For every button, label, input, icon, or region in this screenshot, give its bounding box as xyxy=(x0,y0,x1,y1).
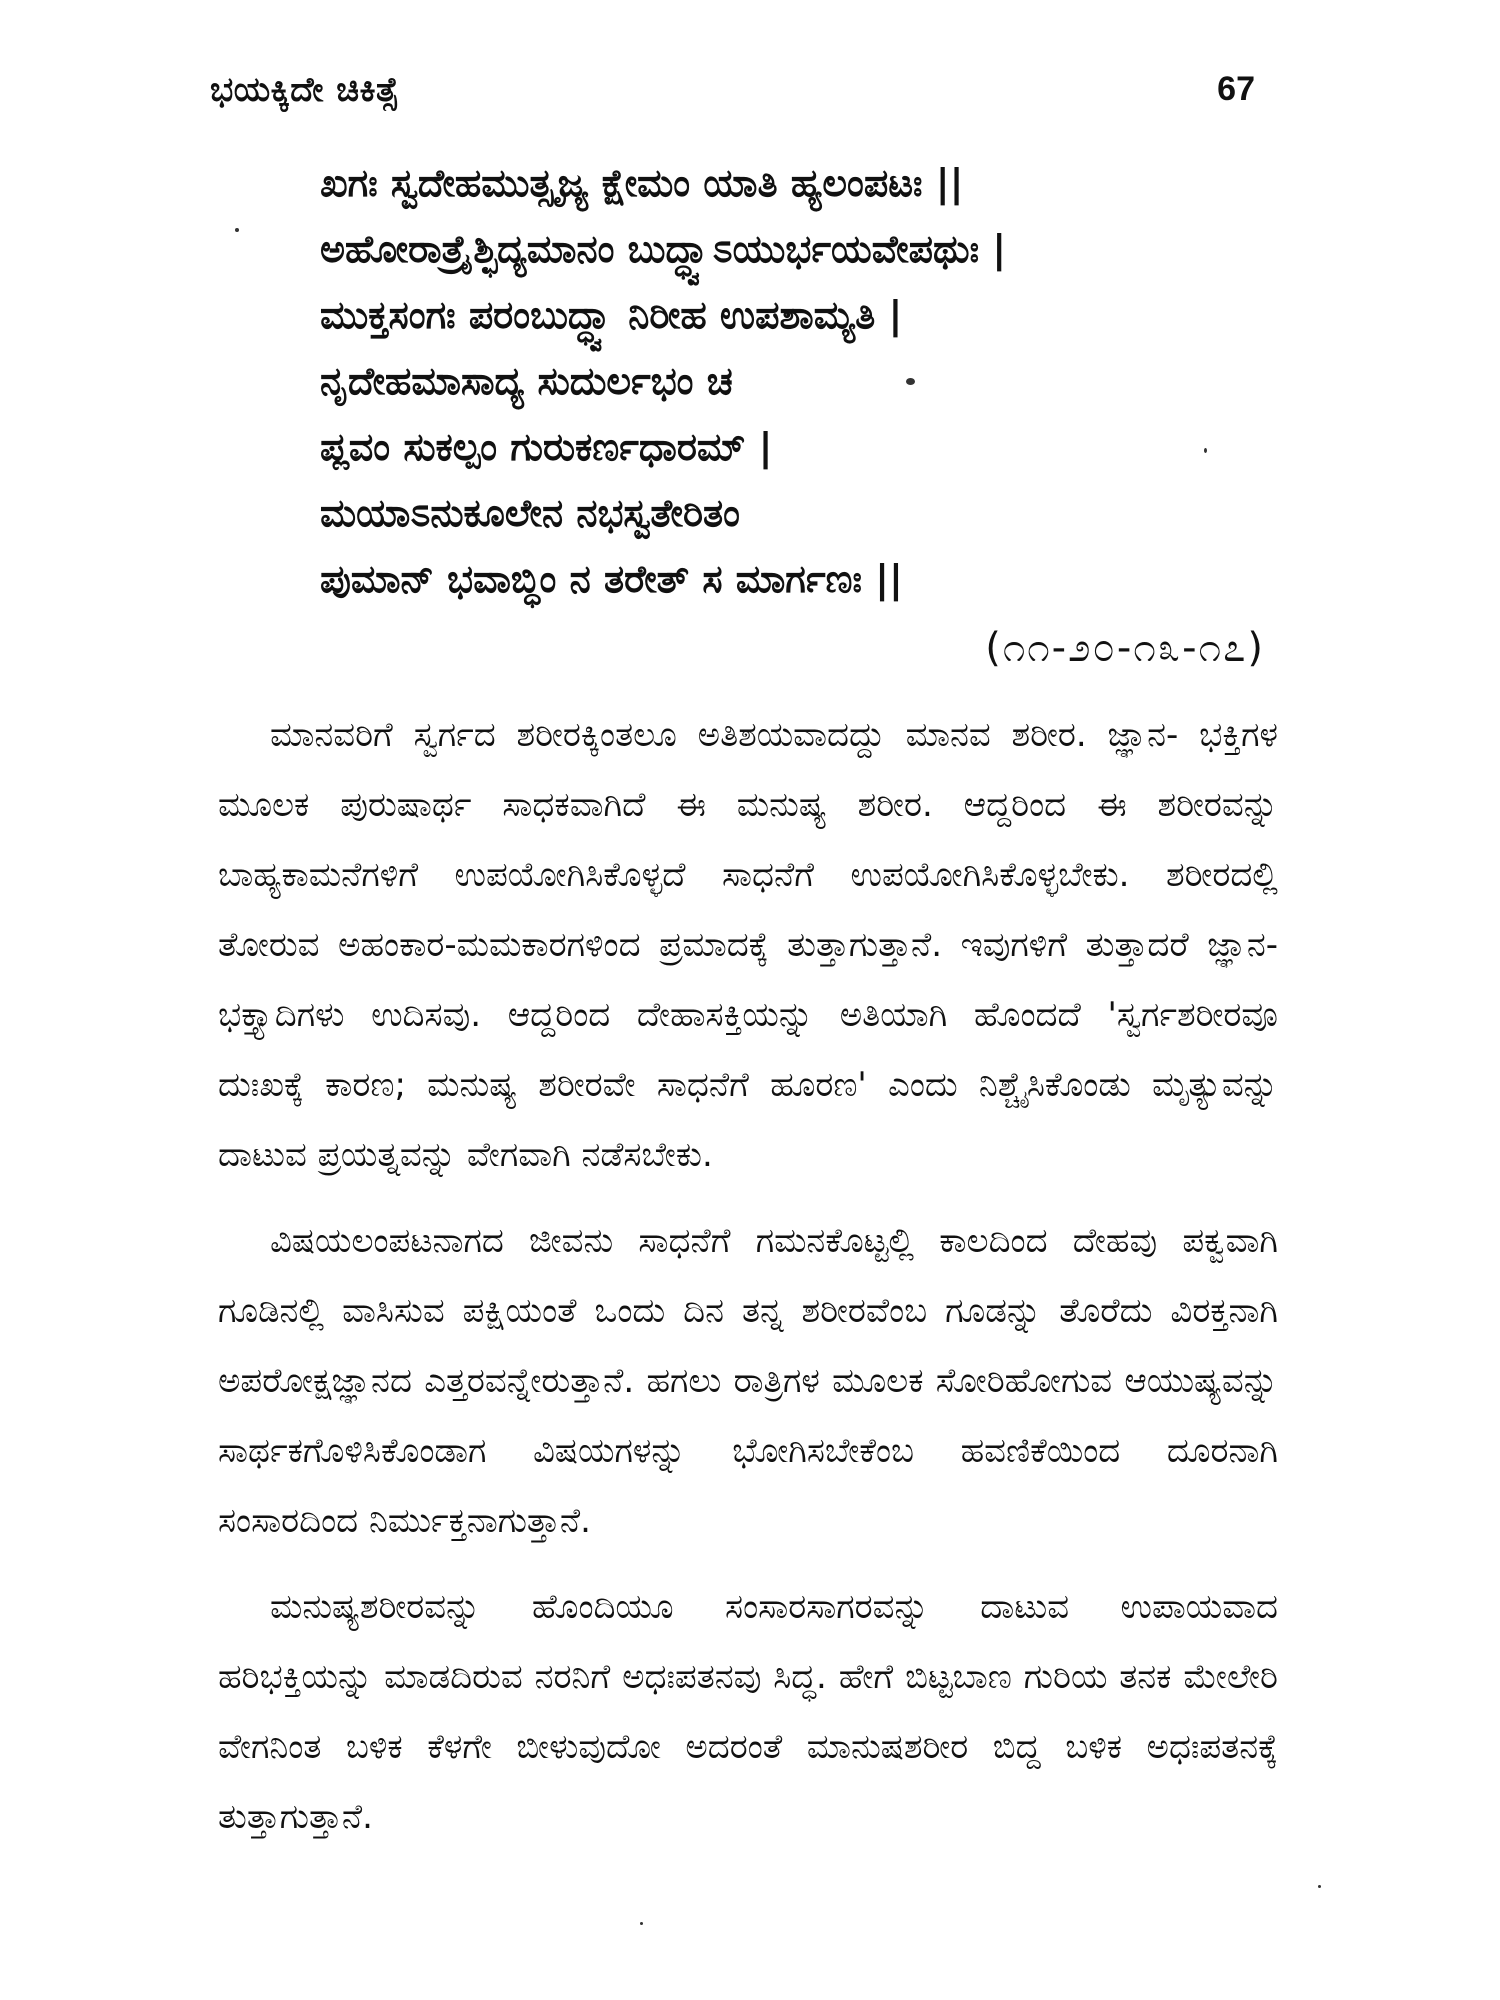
page-number: 67 xyxy=(1217,70,1255,108)
ink-speck xyxy=(1204,448,1207,453)
verse-line: ಪುಮಾನ್ ಭವಾಬ್ಧಿಂ ನ ತರೇತ್ ಸ ಮಾರ್ಗಣಃ || xyxy=(320,557,903,601)
ink-speck xyxy=(1318,1885,1321,1888)
ink-speck xyxy=(235,228,239,232)
body-text xyxy=(218,700,1278,1868)
verse-line: ಮಯಾಽನುಕೂಲೇನ ನಭಸ್ವತೇರಿತಂ xyxy=(320,491,741,535)
paragraph: ಮನುಷ್ಯಶರೀರವನ್ನು ಹೊಂದಿಯೂ ಸಂಸಾರಸಾಗರವನ್ನು ದಾಟುವ ಉಪಾಯವಾದ ಹರಿಭಕ್ತಿಯನ್ನು ಮಾಡದಿರುವ ನರನಿಗೆ ಅಧಃಪತನವು ಸಿದ್ಧ. ಹೇಗೆ ಬಿಟ್ಟಬಾಣ ಗುರಿಯ ತನಕ ಮೇಲೇರಿ ವೇಗನಿಂತ ಬಳಿಕ ಕೆಳಗೇ ಬೀಳುವುದೋ ಅದರಂತೆ ಮಾನುಷಶರೀರ ಬಿದ್ದ ಬಳಿಕ ಅಧಃಪತನಕ್ಕೆ ತುತ್ತಾಗುತ್ತಾನೆ. xyxy=(218,1587,1278,1837)
verse-line: ಖಗಃ ಸ್ವದೇಹಮುತ್ಸೃಜ್ಯ ಕ್ಷೇಮಂ ಯಾತಿ ಹ್ಯಲಂಪಟಃ || xyxy=(320,161,964,205)
running-title: ಭಯಕ್ಕಿದೇ ಚಿಕಿತ್ಸೆ xyxy=(210,70,400,110)
ink-speck xyxy=(640,1922,643,1925)
ink-speck xyxy=(906,378,915,385)
verse-line: ಮುಕ್ತಸಂಗಃ ಪರಂಬುದ್ಧ್ವಾ ನಿರೀಹ ಉಪಶಾಮ್ಯತಿ | xyxy=(320,293,903,337)
verse-line: ಅಹೋರಾತ್ರೈಶ್ಛಿದ್ಯಮಾನಂ ಬುದ್ಧ್ವಾಽಯುರ್ಭಯವೇಪಥುಃ | xyxy=(320,227,1007,271)
paragraph: ಮಾನವರಿಗೆ ಸ್ವರ್ಗದ ಶರೀರಕ್ಕಿಂತಲೂ ಅತಿಶಯವಾದದ್ದು ಮಾನವ ಶರೀರ. ಜ್ಞಾನ- ಭಕ್ತಿಗಳ ಮೂಲಕ ಪುರುಷಾರ್ಥ ಸಾಧಕವಾಗಿದೆ ಈ ಮನುಷ್ಯ ಶರೀರ. ಆದ್ದರಿಂದ ಈ ಶರೀರವನ್ನು ಬಾಹ್ಯಕಾಮನೆಗಳಿಗೆ ಉಪಯೋಗಿಸಿಕೊಳ್ಳದೆ ಸಾಧನೆಗೆ ಉಪಯೋಗಿಸಿಕೊಳ್ಳಬೇಕು. ಶರೀರದಲ್ಲಿ ತೋರುವ ಅಹಂಕಾರ-ಮಮಕಾರಗಳಿಂದ ಪ್ರಮಾದಕ್ಕೆ ತುತ್ತಾಗುತ್ತಾನೆ. ಇವುಗಳಿಗೆ ತುತ್ತಾದರೆ ಜ್ಞಾನ-ಭಕ್ತ್ಯಾದಿಗಳು ಉದಿಸವು. ಆದ್ದರಿಂದ ದೇಹಾಸಕ್ತಿಯನ್ನು ಅತಿಯಾಗಿ ಹೊಂದದೆ 'ಸ್ವರ್ಗಶರೀರವೂ ದುಃಖಕ್ಕೆ ಕಾರಣ; ಮನುಷ್ಯ ಶರೀರವೇ ಸಾಧನೆಗೆ ಹೂರಣ' ಎಂದು ನಿಶ್ಚೈಸಿಕೊಂಡು ಮೃತ್ಯುವನ್ನು ದಾಟುವ ಪ್ರಯತ್ನವನ್ನು ವೇಗವಾಗಿ ನಡೆಸಬೇಕು. xyxy=(218,715,1278,1175)
verse-reference: (೧೧-೨೦-೧೩-೧೭) xyxy=(985,625,1265,671)
paragraph: ವಿಷಯಲಂಪಟನಾಗದ ಜೀವನು ಸಾಧನೆಗೆ ಗಮನಕೊಟ್ಟಲ್ಲಿ ಕಾಲದಿಂದ ದೇಹವು ಪಕ್ವವಾಗಿ ಗೂಡಿನಲ್ಲಿ ವಾಸಿಸುವ ಪಕ್ಷಿಯಂತೆ ಒಂದು ದಿನ ತನ್ನ ಶರೀರವೆಂಬ ಗೂಡನ್ನು ತೊರೆದು ವಿರಕ್ತನಾಗಿ ಅಪರೋಕ್ಷಜ್ಞಾನದ ಎತ್ತರವನ್ನೇರುತ್ತಾನೆ. ಹಗಲು ರಾತ್ರಿಗಳ ಮೂಲಕ ಸೋರಿಹೋಗುವ ಆಯುಷ್ಯವನ್ನು ಸಾರ್ಥಕಗೊಳಿಸಿಕೊಂಡಾಗ ವಿಷಯಗಳನ್ನು ಭೋಗಿಸಬೇಕೆಂಬ ಹವಣಿಕೆಯಿಂದ ದೂರನಾಗಿ ಸಂಸಾರದಿಂದ ನಿರ್ಮುಕ್ತನಾಗುತ್ತಾನೆ. xyxy=(218,1221,1278,1541)
verse-line: ನೃದೇಹಮಾಸಾದ್ಯ ಸುದುರ್ಲಭಂ ಚ xyxy=(320,359,733,403)
sanskrit-verse xyxy=(320,150,1320,612)
verse-line: ಪ್ಲವಂ ಸುಕಲ್ಪಂ ಗುರುಕರ್ಣಧಾರಮ್ | xyxy=(320,425,773,469)
